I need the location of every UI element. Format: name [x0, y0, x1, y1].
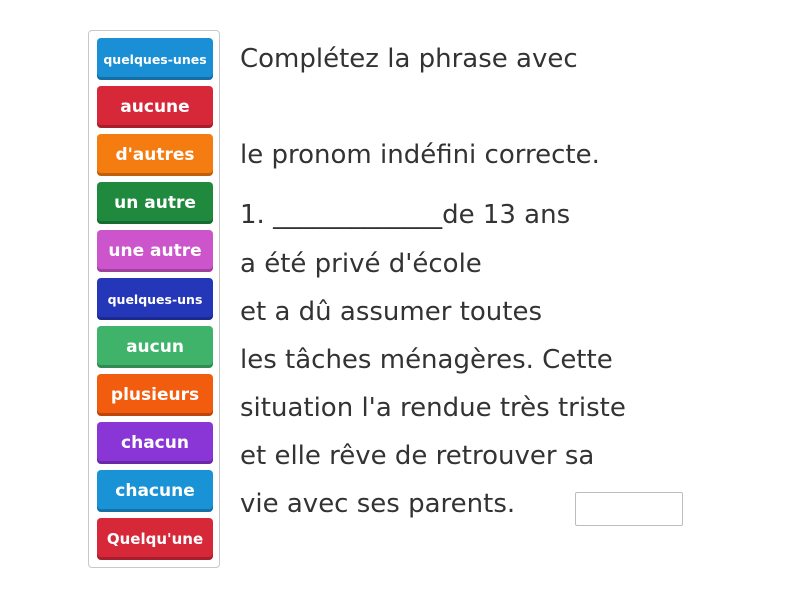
word-tile-aucune[interactable]: aucune	[97, 86, 213, 128]
word-tile-quelques-unes[interactable]: quelques-unes	[97, 38, 213, 80]
sentence-line-2: a été privé d'école	[240, 249, 482, 279]
instruction-line-1: Complétez la phrase avec	[240, 44, 578, 74]
sentence-line-6: et elle rêve de retrouver sa	[240, 441, 595, 471]
sentence-line-4: les tâches ménagères. Cette	[240, 345, 613, 375]
word-tile-un-autre[interactable]: un autre	[97, 182, 213, 224]
sentence-line-7: vie avec ses parents.	[240, 489, 516, 519]
word-tile-d-autres[interactable]: d'autres	[97, 134, 213, 176]
answer-drop-slot[interactable]	[575, 492, 683, 526]
sentence-line-1: 1. _____________de 13 ans	[240, 200, 571, 230]
word-bank	[88, 30, 220, 568]
word-tile-chacun[interactable]: chacun	[97, 422, 213, 464]
word-tile-plusieurs[interactable]: plusieurs	[97, 374, 213, 416]
question-panel	[240, 0, 780, 600]
instruction-line-2: le pronom indéfini correcte.	[240, 140, 600, 170]
word-tile-chacune[interactable]: chacune	[97, 470, 213, 512]
word-tile-quelques-uns[interactable]: quelques-uns	[97, 278, 213, 320]
word-tile-une-autre[interactable]: une autre	[97, 230, 213, 272]
word-tile-aucun[interactable]: aucun	[97, 326, 213, 368]
word-tile-quelqu-une[interactable]: Quelqu'une	[97, 518, 213, 560]
sentence-line-5: situation l'a rendue très triste	[240, 393, 626, 423]
sentence-line-3: et a dû assumer toutes	[240, 297, 542, 327]
